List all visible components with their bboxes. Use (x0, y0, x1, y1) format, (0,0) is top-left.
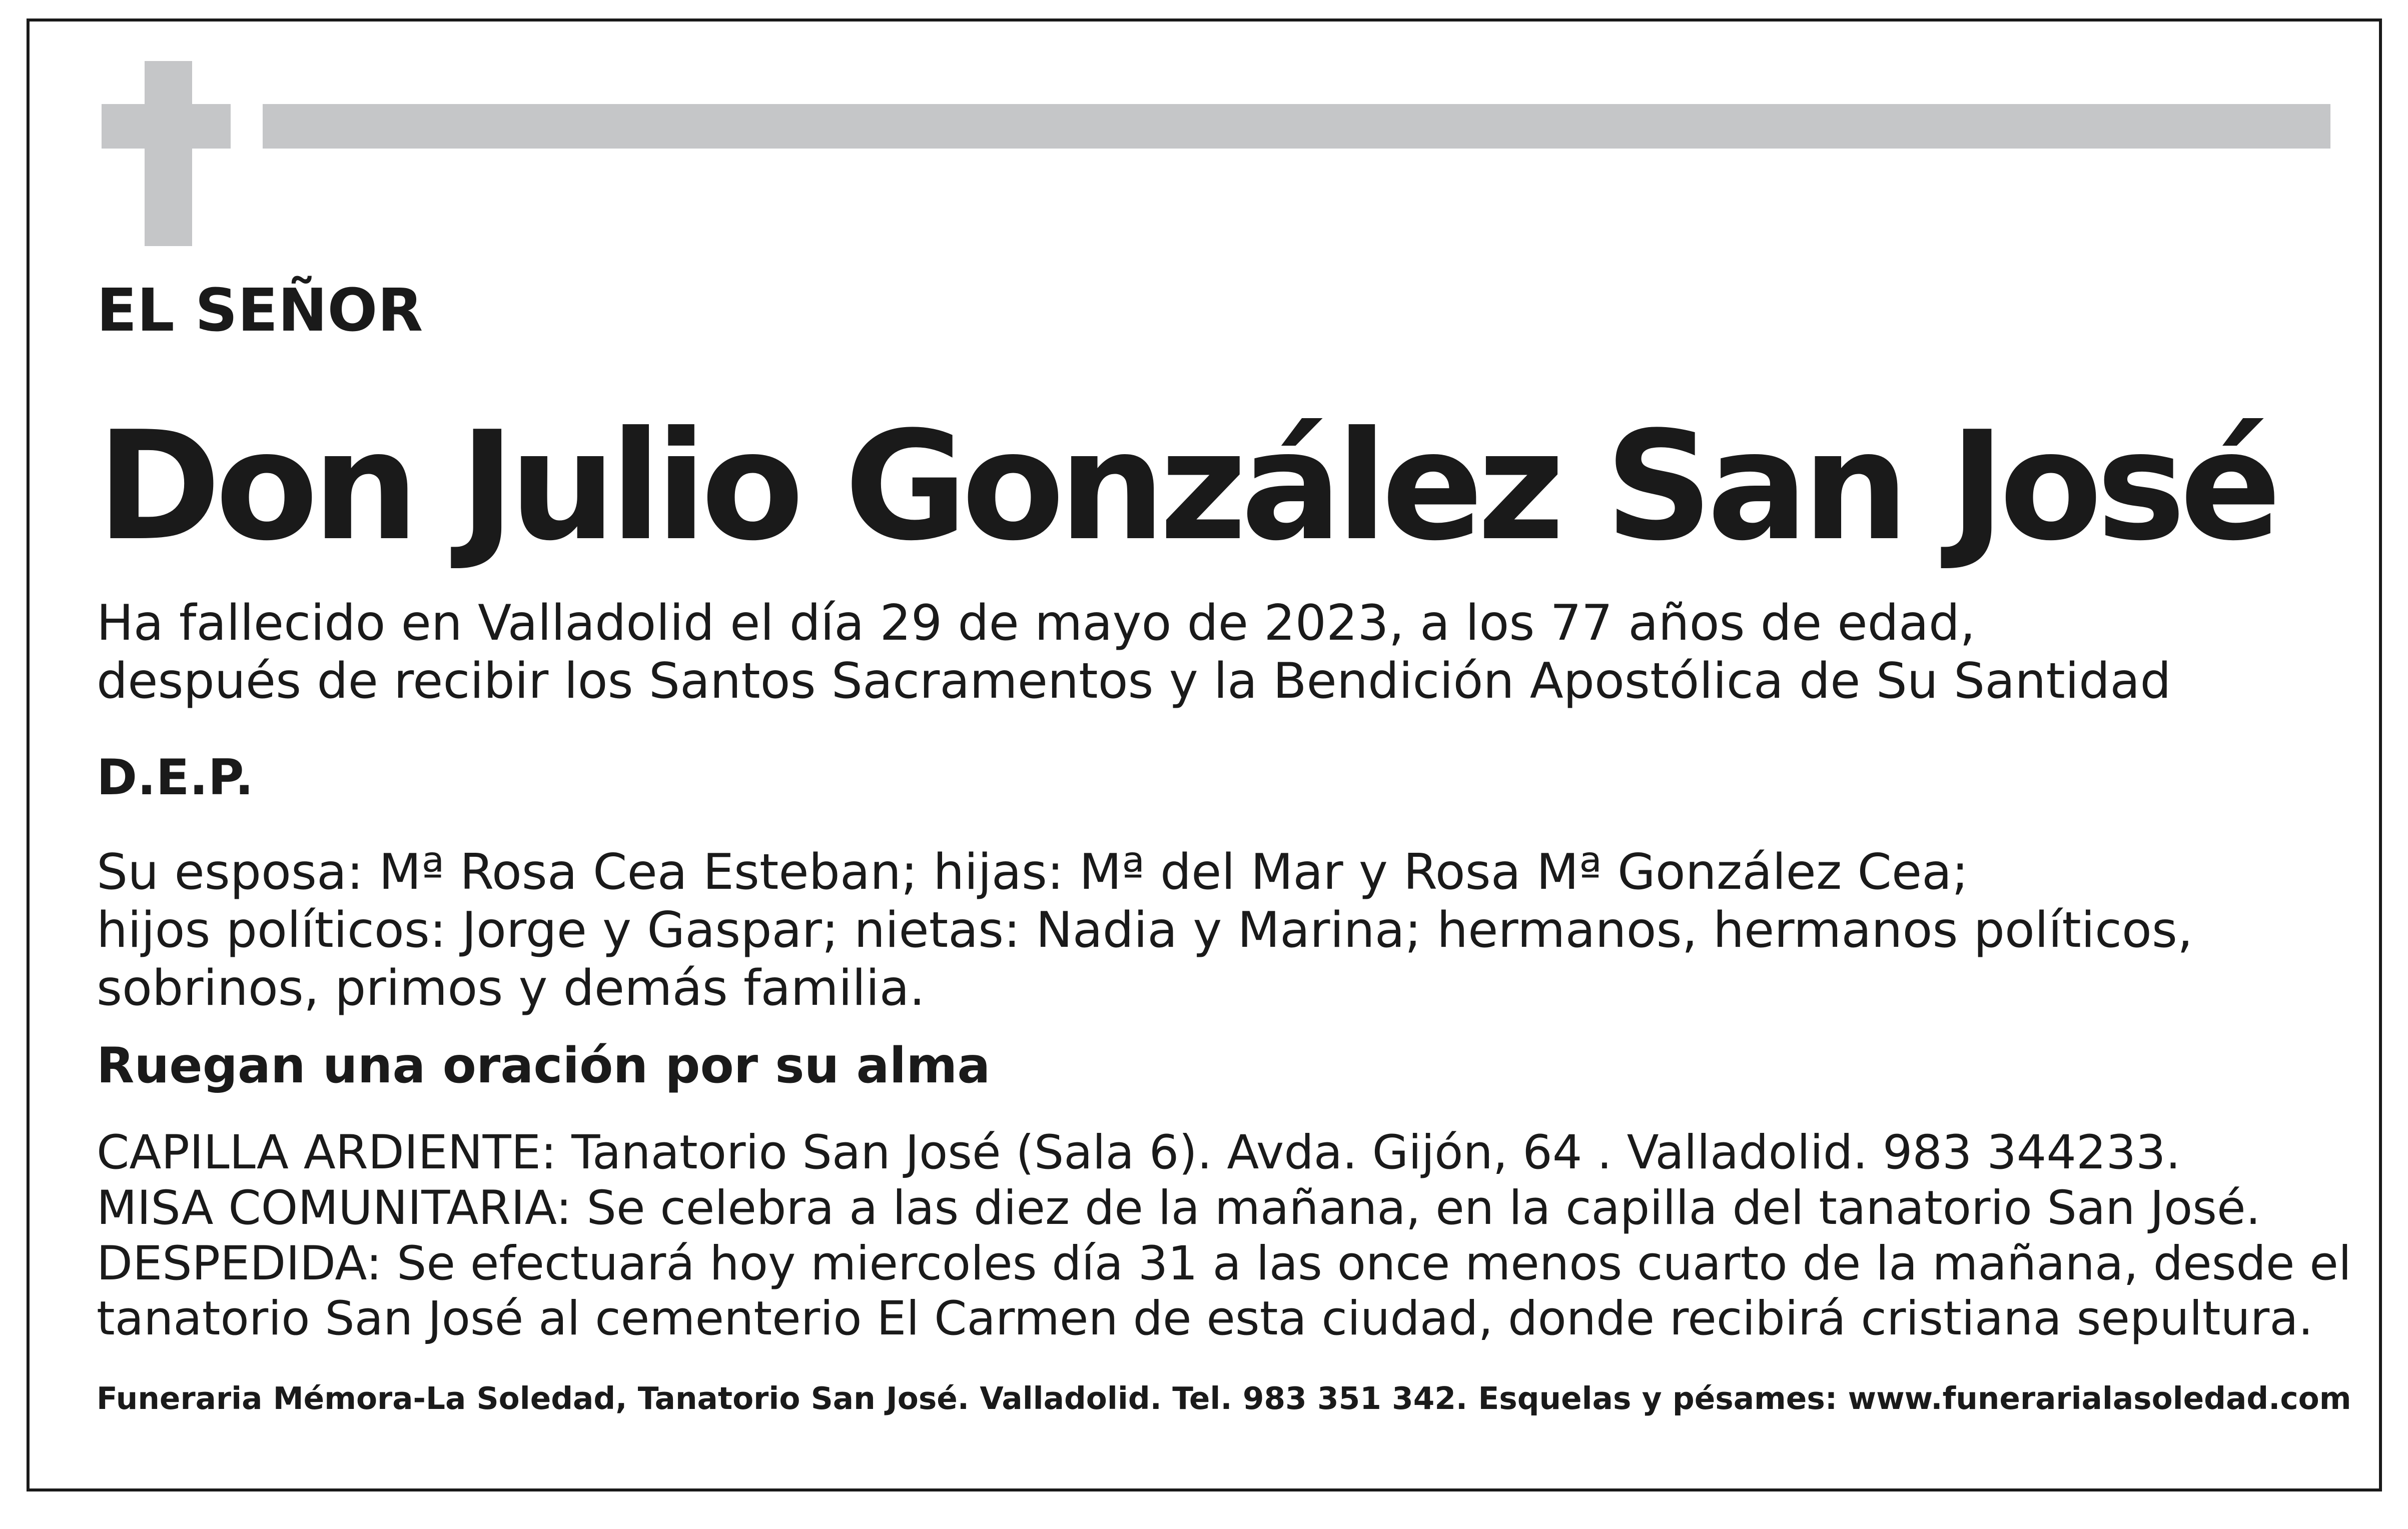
service-details (97, 1125, 2351, 1347)
honorific: EL SEÑOR (97, 276, 423, 345)
announcement-line: después de recibir los Santos Sacramentos y la Bendición Apostólica de Su Santidad (97, 653, 2171, 710)
dep-abbreviation: D.E.P. (97, 749, 254, 806)
funeral-home-footer: Funeraria Mémora-La Soledad, Tanatorio San José. Valladolid. Tel. 983 351 342. Esquelas y pésames: www.funerarialasoledad.com (97, 1381, 2351, 1416)
service-line: DESPEDIDA: Se efectuará hoy miercoles día 31 a las once menos cuarto de la mañana, desde el (97, 1236, 2351, 1291)
announcement-line: Ha fallecido en Valladolid el día 29 de mayo de 2023, a los 77 años de edad, (97, 595, 1976, 652)
family-list (97, 843, 2193, 1017)
announcement (97, 594, 2171, 710)
service-line: tanatorio San José al cementerio El Carmen de esta ciudad, donde recibirá cristiana sepultura. (97, 1291, 2313, 1346)
family-line: hijos políticos: Jorge y Gaspar; nietas: Nadia y Marina; hermanos, hermanos políticos, (97, 902, 2193, 959)
family-line: sobrinos, primos y demás familia. (97, 960, 925, 1017)
service-line: MISA COMUNITARIA: Se celebra a las diez de la mañana, en la capilla del tanatorio San José. (97, 1180, 2261, 1235)
cross-horizontal-bar (102, 104, 231, 149)
deceased-name: Don Julio González San José (97, 399, 2276, 574)
service-line: CAPILLA ARDIENTE: Tanatorio San José (Sala 6). Avda. Gijón, 64 . Valladolid. 983 344233. (97, 1125, 2181, 1180)
header-rule (263, 104, 2330, 149)
prayer-request: Ruegan una oración por su alma (97, 1037, 991, 1094)
cross-vertical-bar (145, 61, 192, 246)
family-line: Su esposa: Mª Rosa Cea Esteban; hijas: Mª del Mar y Rosa Mª González Cea; (97, 844, 1969, 901)
